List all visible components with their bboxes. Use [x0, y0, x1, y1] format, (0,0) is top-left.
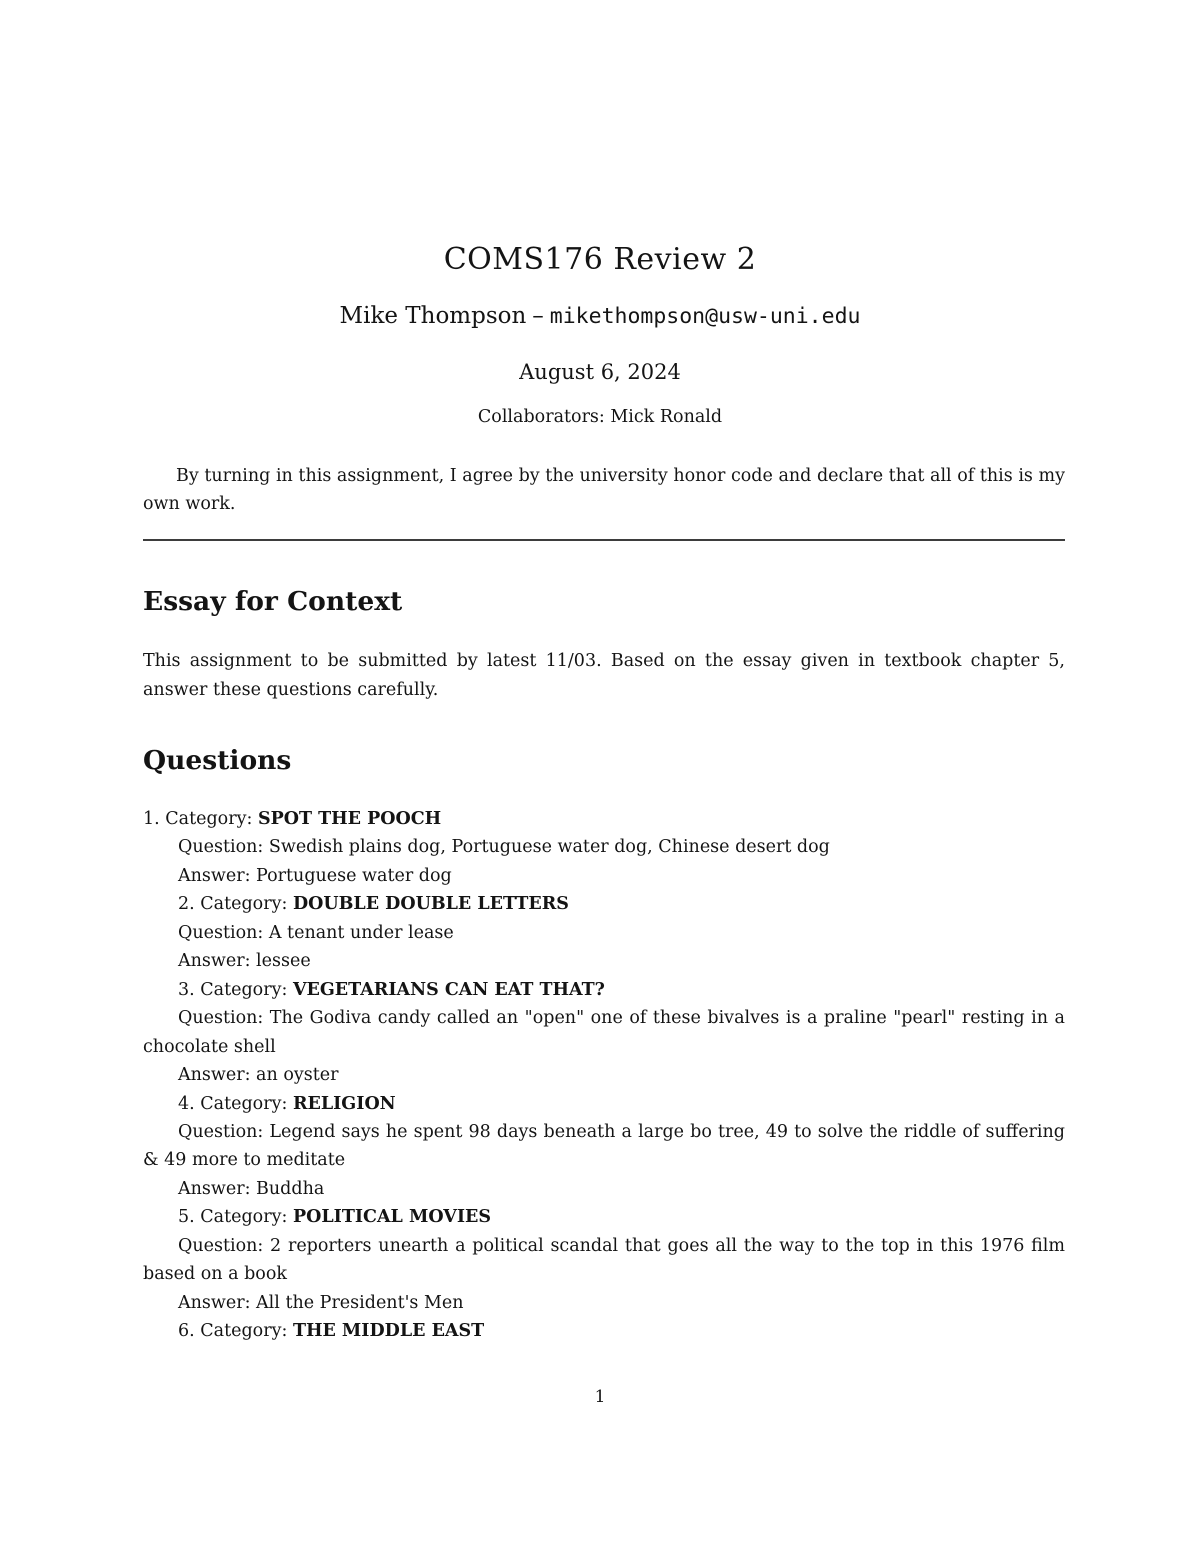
section-heading-questions: Questions: [143, 745, 292, 776]
section-heading-essay: Essay for Context: [143, 586, 403, 617]
category-name: THE MIDDLE EAST: [292, 1321, 485, 1342]
answer-line: Answer: an oyster: [178, 1065, 339, 1086]
category-name: VEGETARIANS CAN EAT THAT?: [292, 979, 605, 1000]
answer-line: Answer: lessee: [178, 951, 311, 972]
category-label: Category:: [200, 1093, 293, 1114]
question-category-line: [143, 976, 1065, 1004]
question-category-line: [143, 1203, 1065, 1231]
author-name: Mike Thompson: [339, 303, 527, 329]
question-line: Question: 2 reporters unearth a political scandal that goes all the way to the top in this 1976 film based on a book: [143, 1235, 1065, 1285]
question-line: Question: Swedish plains dog, Portuguese water dog, Chinese desert dog: [178, 837, 830, 858]
honor-statement: By turning in this assignment, I agree by the university honor code and declare that all of this is my own work.: [143, 466, 1065, 514]
category-label: Category:: [200, 894, 293, 915]
item-number: 1.: [143, 809, 166, 829]
document-date: August 6, 2024: [519, 360, 681, 384]
item-number: 3.: [178, 979, 201, 1000]
category-name: SPOT THE POOCH: [257, 809, 442, 829]
collaborators-line: Collaborators: Mick Ronald: [477, 407, 723, 427]
divider-rule: [143, 539, 1065, 541]
questions-list: [143, 805, 1065, 1346]
question-line: Question: Legend says he spent 98 days beneath a large bo tree, 49 to solve the riddle of suffering & 49 more to meditate: [143, 1121, 1065, 1171]
page-number: 1: [594, 1387, 606, 1407]
category-label: Category:: [200, 1321, 293, 1342]
item-number: 5.: [178, 1207, 201, 1228]
category-name: RELIGION: [292, 1093, 396, 1114]
item-number: 6.: [178, 1321, 201, 1342]
question-line: Question: The Godiva candy called an "open" one of these bivalves is a praline "pearl" resting in a chocolate shell: [143, 1008, 1065, 1057]
category-name: POLITICAL MOVIES: [292, 1207, 491, 1228]
answer-line: Answer: All the President's Men: [178, 1292, 464, 1313]
category-label: Category:: [200, 979, 293, 1000]
question-category-line: [143, 1317, 1065, 1345]
category-label: Category:: [200, 1207, 293, 1228]
item-number: 2.: [178, 894, 201, 915]
question-category-line: [143, 1090, 1065, 1118]
answer-line: Answer: Portuguese water dog: [178, 865, 452, 886]
question-category-line: [143, 805, 1065, 833]
author-separator: –: [532, 303, 544, 329]
category-label: Category:: [165, 809, 258, 829]
question-line: Question: A tenant under lease: [178, 922, 454, 943]
essay-paragraph: This assignment to be submitted by latest 11/03. Based on the essay given in textbook chapter 5, answer these questions carefully.: [143, 651, 1065, 700]
author-email: mikethompson@usw-uni.edu: [549, 304, 861, 329]
category-name: DOUBLE DOUBLE LETTERS: [292, 894, 569, 915]
document-title: COMS176 Review 2: [443, 242, 757, 278]
item-number: 4.: [178, 1093, 201, 1114]
author-line: [0, 303, 1200, 329]
question-category-line: [143, 890, 1065, 918]
answer-line: Answer: Buddha: [178, 1178, 325, 1199]
